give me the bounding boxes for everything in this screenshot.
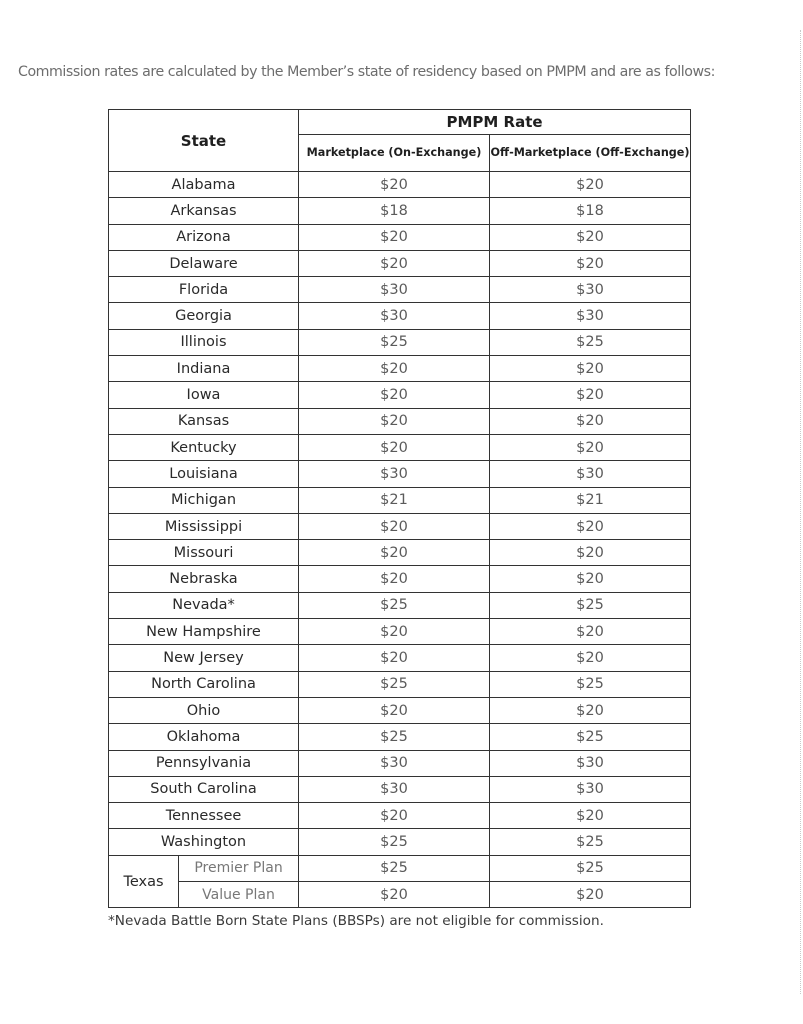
off-marketplace-rate-cell: $20 bbox=[490, 645, 691, 671]
marketplace-rate-cell: $20 bbox=[299, 540, 490, 566]
off-marketplace-rate-cell: $20 bbox=[490, 434, 691, 460]
state-cell: Tennessee bbox=[109, 803, 299, 829]
table-row bbox=[109, 198, 691, 224]
state-cell: Georgia bbox=[109, 303, 299, 329]
state-cell: Pennsylvania bbox=[109, 750, 299, 776]
header-state: State bbox=[109, 110, 299, 172]
table-row bbox=[109, 461, 691, 487]
state-cell: Louisiana bbox=[109, 461, 299, 487]
table-row bbox=[109, 329, 691, 355]
marketplace-rate-cell: $20 bbox=[299, 356, 490, 382]
off-marketplace-rate-cell: $30 bbox=[490, 776, 691, 802]
state-cell: Kentucky bbox=[109, 434, 299, 460]
table-row bbox=[109, 803, 691, 829]
off-marketplace-rate-cell: $20 bbox=[490, 408, 691, 434]
marketplace-rate-cell: $25 bbox=[299, 592, 490, 618]
table-row bbox=[109, 566, 691, 592]
off-marketplace-rate-cell: $20 bbox=[490, 250, 691, 276]
state-cell: South Carolina bbox=[109, 776, 299, 802]
table-row bbox=[109, 697, 691, 723]
table-row-texas bbox=[109, 882, 691, 908]
off-marketplace-rate-cell: $21 bbox=[490, 487, 691, 513]
off-marketplace-rate-cell: $30 bbox=[490, 277, 691, 303]
marketplace-rate-cell: $20 bbox=[299, 172, 490, 198]
plan-name-cell: Premier Plan bbox=[179, 855, 299, 881]
table-row bbox=[109, 619, 691, 645]
commission-rates-table bbox=[108, 109, 691, 908]
marketplace-rate-cell: $20 bbox=[299, 645, 490, 671]
marketplace-rate-cell: $21 bbox=[299, 487, 490, 513]
state-cell: Illinois bbox=[109, 329, 299, 355]
state-cell-texas: Texas bbox=[109, 855, 179, 908]
table-row bbox=[109, 671, 691, 697]
marketplace-rate-cell: $20 bbox=[299, 250, 490, 276]
page-edge-divider bbox=[800, 30, 801, 994]
off-marketplace-rate-cell: $30 bbox=[490, 461, 691, 487]
state-cell: Florida bbox=[109, 277, 299, 303]
marketplace-rate-cell: $20 bbox=[299, 434, 490, 460]
off-marketplace-rate-cell: $20 bbox=[490, 882, 691, 908]
marketplace-rate-cell: $25 bbox=[299, 329, 490, 355]
marketplace-rate-cell: $20 bbox=[299, 803, 490, 829]
marketplace-rate-cell: $30 bbox=[299, 750, 490, 776]
state-cell: Missouri bbox=[109, 540, 299, 566]
table-row bbox=[109, 382, 691, 408]
intro-text: Commission rates are calculated by the Member’s state of residency based on PMPM and are as follows: bbox=[18, 64, 715, 80]
state-cell: Indiana bbox=[109, 356, 299, 382]
table-row bbox=[109, 829, 691, 855]
table-row bbox=[109, 724, 691, 750]
header-pmpm-rate: PMPM Rate bbox=[299, 110, 691, 135]
marketplace-rate-cell: $25 bbox=[299, 671, 490, 697]
state-cell: New Hampshire bbox=[109, 619, 299, 645]
table-row-texas bbox=[109, 855, 691, 881]
state-cell: Kansas bbox=[109, 408, 299, 434]
marketplace-rate-cell: $20 bbox=[299, 697, 490, 723]
off-marketplace-rate-cell: $25 bbox=[490, 724, 691, 750]
off-marketplace-rate-cell: $25 bbox=[490, 829, 691, 855]
off-marketplace-rate-cell: $20 bbox=[490, 382, 691, 408]
table-row bbox=[109, 540, 691, 566]
state-cell: Washington bbox=[109, 829, 299, 855]
marketplace-rate-cell: $20 bbox=[299, 566, 490, 592]
header-row-top bbox=[109, 110, 691, 135]
marketplace-rate-cell: $20 bbox=[299, 224, 490, 250]
state-cell: Mississippi bbox=[109, 513, 299, 539]
marketplace-rate-cell: $30 bbox=[299, 776, 490, 802]
off-marketplace-rate-cell: $30 bbox=[490, 750, 691, 776]
header-off-marketplace: Off-Marketplace (Off-Exchange) bbox=[490, 135, 691, 172]
table-row bbox=[109, 303, 691, 329]
state-cell: Oklahoma bbox=[109, 724, 299, 750]
state-cell: Alabama bbox=[109, 172, 299, 198]
state-cell: North Carolina bbox=[109, 671, 299, 697]
off-marketplace-rate-cell: $25 bbox=[490, 592, 691, 618]
off-marketplace-rate-cell: $20 bbox=[490, 513, 691, 539]
off-marketplace-rate-cell: $20 bbox=[490, 356, 691, 382]
marketplace-rate-cell: $30 bbox=[299, 461, 490, 487]
marketplace-rate-cell: $20 bbox=[299, 408, 490, 434]
off-marketplace-rate-cell: $20 bbox=[490, 540, 691, 566]
marketplace-rate-cell: $18 bbox=[299, 198, 490, 224]
off-marketplace-rate-cell: $25 bbox=[490, 855, 691, 881]
off-marketplace-rate-cell: $20 bbox=[490, 803, 691, 829]
table-row bbox=[109, 434, 691, 460]
table-row bbox=[109, 224, 691, 250]
table-row bbox=[109, 250, 691, 276]
table-row bbox=[109, 408, 691, 434]
state-cell: Delaware bbox=[109, 250, 299, 276]
table-row bbox=[109, 645, 691, 671]
off-marketplace-rate-cell: $20 bbox=[490, 697, 691, 723]
off-marketplace-rate-cell: $25 bbox=[490, 671, 691, 697]
off-marketplace-rate-cell: $20 bbox=[490, 566, 691, 592]
marketplace-rate-cell: $20 bbox=[299, 619, 490, 645]
table-row bbox=[109, 750, 691, 776]
table-row bbox=[109, 513, 691, 539]
marketplace-rate-cell: $20 bbox=[299, 382, 490, 408]
state-cell: Arizona bbox=[109, 224, 299, 250]
table-row bbox=[109, 172, 691, 198]
marketplace-rate-cell: $25 bbox=[299, 724, 490, 750]
off-marketplace-rate-cell: $18 bbox=[490, 198, 691, 224]
footnote: *Nevada Battle Born State Plans (BBSPs) are not eligible for commission. bbox=[108, 913, 604, 929]
state-cell: Ohio bbox=[109, 697, 299, 723]
off-marketplace-rate-cell: $25 bbox=[490, 329, 691, 355]
state-cell: Iowa bbox=[109, 382, 299, 408]
table-row bbox=[109, 277, 691, 303]
state-cell: Nevada* bbox=[109, 592, 299, 618]
plan-name-cell: Value Plan bbox=[179, 882, 299, 908]
table-row bbox=[109, 592, 691, 618]
table-row bbox=[109, 356, 691, 382]
marketplace-rate-cell: $30 bbox=[299, 277, 490, 303]
table-row bbox=[109, 487, 691, 513]
state-cell: Arkansas bbox=[109, 198, 299, 224]
state-cell: Michigan bbox=[109, 487, 299, 513]
table-body bbox=[109, 172, 691, 908]
header-marketplace: Marketplace (On-Exchange) bbox=[299, 135, 490, 172]
off-marketplace-rate-cell: $20 bbox=[490, 172, 691, 198]
state-cell: New Jersey bbox=[109, 645, 299, 671]
marketplace-rate-cell: $25 bbox=[299, 829, 490, 855]
state-cell: Nebraska bbox=[109, 566, 299, 592]
off-marketplace-rate-cell: $30 bbox=[490, 303, 691, 329]
marketplace-rate-cell: $25 bbox=[299, 855, 490, 881]
off-marketplace-rate-cell: $20 bbox=[490, 619, 691, 645]
table-row bbox=[109, 776, 691, 802]
marketplace-rate-cell: $20 bbox=[299, 513, 490, 539]
off-marketplace-rate-cell: $20 bbox=[490, 224, 691, 250]
marketplace-rate-cell: $30 bbox=[299, 303, 490, 329]
marketplace-rate-cell: $20 bbox=[299, 882, 490, 908]
